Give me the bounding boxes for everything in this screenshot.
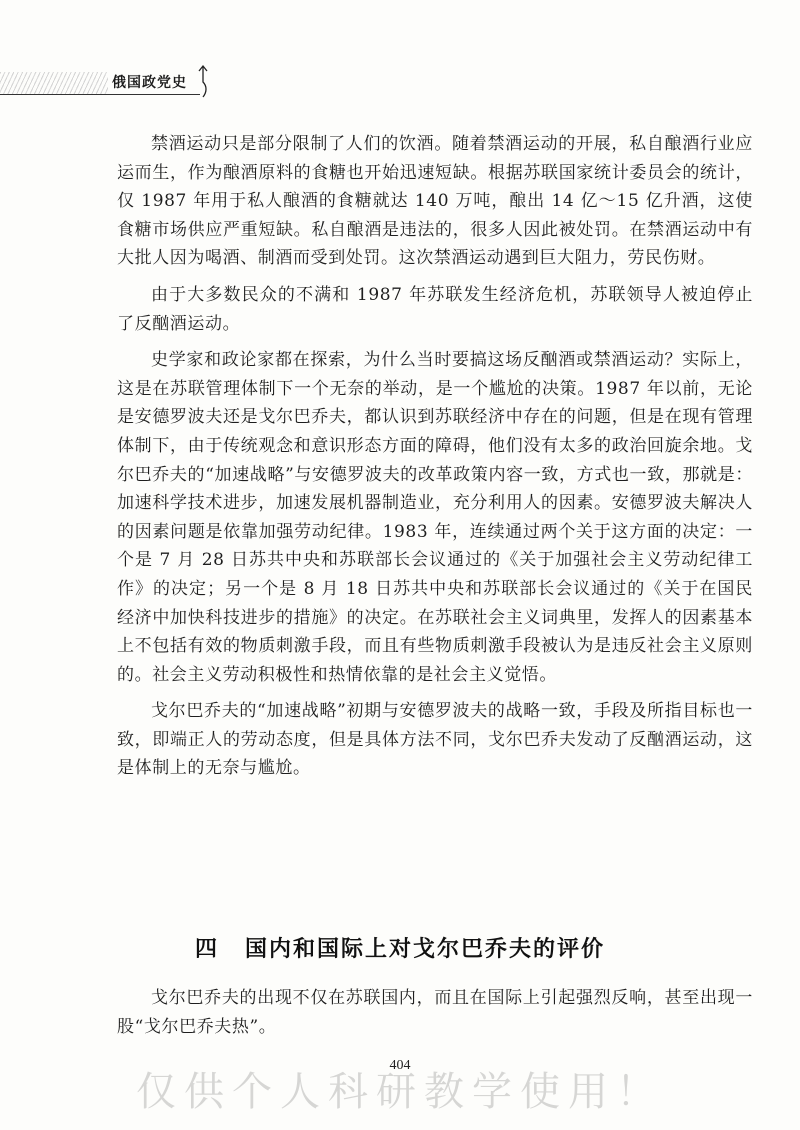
header-rule <box>0 94 200 95</box>
section-body-text <box>117 984 753 1049</box>
header-arrow-icon <box>196 64 210 98</box>
section-number: 四 <box>194 937 219 962</box>
section-heading <box>0 932 800 963</box>
running-header <box>0 62 215 106</box>
header-hatch-decoration <box>0 72 108 94</box>
paragraph: 戈尔巴乔夫的出现不仅在苏联国内，而且在国际上引起强烈反响，甚至出现一股“戈尔巴乔夫热”。 <box>117 988 753 1037</box>
watermark: 仅供个人科研教学使用！ <box>136 1069 664 1115</box>
paragraph: 戈尔巴乔夫的“加速战略”初期与安德罗波夫的战略一致，手段及所指目标也一致，即端正人的劳动态度，但是具体方法不同，戈尔巴乔夫发动了反酗酒运动，这是体制上的无奈与尴尬。 <box>117 701 753 779</box>
paragraph: 禁酒运动只是部分限制了人们的饮酒。随着禁酒运动的开展，私自酿酒行业应运而生，作为酿酒原料的食糖也开始迅速短缺。根据苏联国家统计委员会的统计，仅 1987 年用于私人酿酒的食糖就达 140 万吨，酿出 14 亿～15 亿升酒，这使食糖市场供应严重短缺。私自酿酒是违法的，很多人因此被处罚。在禁酒运动中有大批人因为喝酒、制酒而受到处罚。这次禁酒运动遇到巨大阻力，劳民伤财。 <box>117 134 753 269</box>
section-title-text: 国内和国际上对戈尔巴乔夫的评价 <box>245 937 606 962</box>
header-book-title: 俄国政党史 <box>112 75 187 91</box>
body-text <box>117 130 753 791</box>
paragraph: 由于大多数民众的不满和 1987 年苏联发生经济危机，苏联领导人被迫停止了反酗酒运动。 <box>117 284 753 334</box>
paragraph: 史学家和政论家都在探索，为什么当时要搞这场反酗酒或禁酒运动？实际上，这是在苏联管理体制下一个无奈的举动，是一个尴尬的决策。1987 年以前，无论是安德罗波夫还是戈尔巴乔夫，都认识到苏联经济中存在的问题，但是在现有管理体制下，由于传统观念和意识形态方面的障碍，他们没有太多的政治回旋余地。戈尔巴乔夫的“加速战略”与安德罗波夫的改革政策内容一致，方式也一致，那就是：加速科学技术进步，加速发展机器制造业，充分利用人的因素。安德罗波夫解决人的因素问题是依靠加强劳动纪律。1983 年，连续通过两个关于这方面的决定：一个是 7 月 28 日苏共中央和苏联部长会议通过的《关于加强社会主义劳动纪律工作》的决定；另一个是 8 月 18 日苏共中央和苏联部长会议通过的《关于在国民经济中加快科技进步的措施》的决定。在苏联社会主义词典里，发挥人的因素基本上不包括有效的物质刺激手段，而且有些物质刺激手段被认为是违反社会主义原则的。社会主义劳动积极性和热情依靠的是社会主义觉悟。 <box>117 350 753 685</box>
page-number: 404 <box>389 1058 411 1073</box>
